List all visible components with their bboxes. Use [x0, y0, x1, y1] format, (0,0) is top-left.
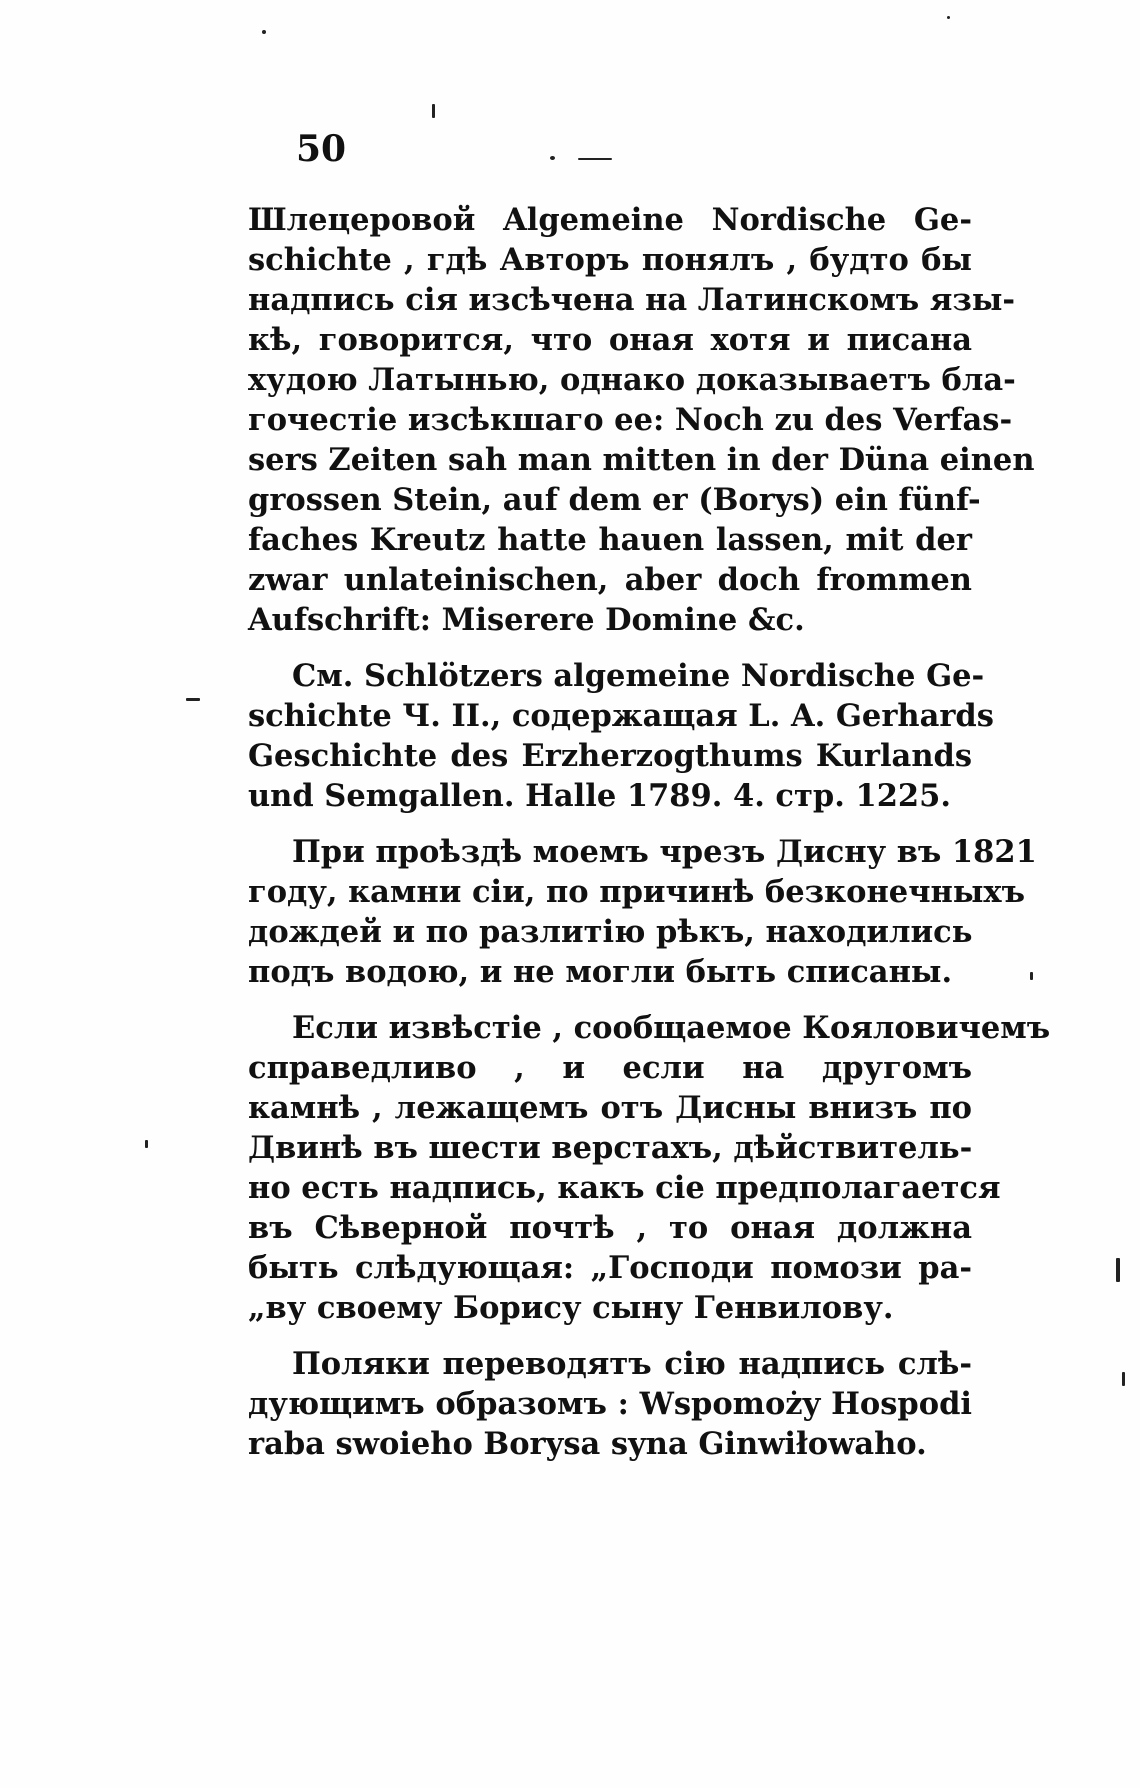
text-line: zwar unlateinischen, aber doch frommen: [248, 562, 972, 598]
paragraph-1: [248, 200, 1035, 640]
text-line: году, камни сіи, по причинѣ безконечныхъ: [248, 874, 1025, 910]
text-line: raba swoieho Borysa syna Ginwiłowaho.: [248, 1426, 927, 1462]
text-line: надпись сія изсѣчена на Латинскомъ язы-: [248, 282, 1016, 318]
body-text: [248, 200, 1051, 1464]
text-line: дождей и по разлитію рѣкъ, находились: [248, 914, 973, 950]
print-speck: [578, 158, 612, 160]
print-speck: [947, 16, 950, 19]
text-line: schichte Ч. II., содержащая L. A. Gerhards: [248, 698, 994, 734]
text-line: Шлецеровой Algemeine Nordische Ge-: [248, 202, 972, 238]
text-line: faches Kreutz hatte hauen lassen, mit der: [248, 522, 972, 558]
print-speck: [432, 104, 435, 118]
text-line: sers Zeiten sah man mitten in der Düna einen: [248, 442, 1035, 478]
text-line: дующимъ образомъ : Wspomoży Hospodi: [248, 1386, 972, 1422]
paragraph-4: [248, 1008, 1051, 1328]
text-line: худою Латынью, однако доказываетъ бла-: [248, 362, 1016, 398]
paragraph-2: [248, 656, 994, 816]
text-line: und Semgallen. Halle 1789. 4. стр. 1225.: [248, 778, 951, 814]
page-number: 50: [296, 128, 347, 170]
text-line: гочестіе изсѣкшаго ее: Noch zu des Verfas-: [248, 402, 1013, 438]
text-line: Geschichte des Erzherzogthums Kurlands: [248, 738, 972, 774]
text-line: подъ водою, и не могли быть списаны.: [248, 954, 953, 990]
text-line: „ву своему Борису сыну Генвилову.: [248, 1290, 894, 1326]
text-line: Если извѣстіе , сообщаемое Кояловичемъ: [292, 1010, 1051, 1046]
text-line: При проѣздѣ моемъ чрезъ Дисну въ 1821: [292, 834, 1037, 870]
text-line: Двинѣ въ шести верстахъ, дѣйствитель-: [248, 1130, 973, 1166]
print-speck: [1030, 972, 1033, 980]
text-line: быть слѣдующая: „Господи помози ра-: [248, 1250, 972, 1286]
text-line: въ Сѣверной почтѣ , то оная должна: [248, 1210, 972, 1246]
print-speck: [1122, 1372, 1125, 1386]
print-speck: [262, 30, 266, 34]
text-line: schichte , гдѣ Авторъ понялъ , будто бы: [248, 242, 972, 278]
print-speck: [186, 698, 200, 701]
paragraph-3: [248, 832, 1037, 992]
paragraph-5: [248, 1344, 972, 1464]
text-line: Aufschrift: Miserere Domine &c.: [248, 602, 805, 638]
text-line: справедливо , и если на другомъ: [248, 1050, 972, 1086]
text-line: но есть надпись, какъ сіе предполагается: [248, 1170, 1001, 1206]
text-line: кѣ, говорится, что оная хотя и писана: [248, 322, 972, 358]
print-speck: [1116, 1258, 1120, 1282]
print-speck: [145, 1140, 148, 1148]
text-line: камнѣ , лежащемъ отъ Дисны внизъ по: [248, 1090, 972, 1126]
text-line: Поляки переводятъ сію надпись слѣ-: [292, 1346, 972, 1382]
text-line: grossen Stein, auf dem er (Borys) ein fünf-: [248, 482, 981, 518]
print-speck: [550, 156, 555, 160]
text-line: См. Schlötzers algemeine Nordische Ge-: [292, 658, 985, 694]
